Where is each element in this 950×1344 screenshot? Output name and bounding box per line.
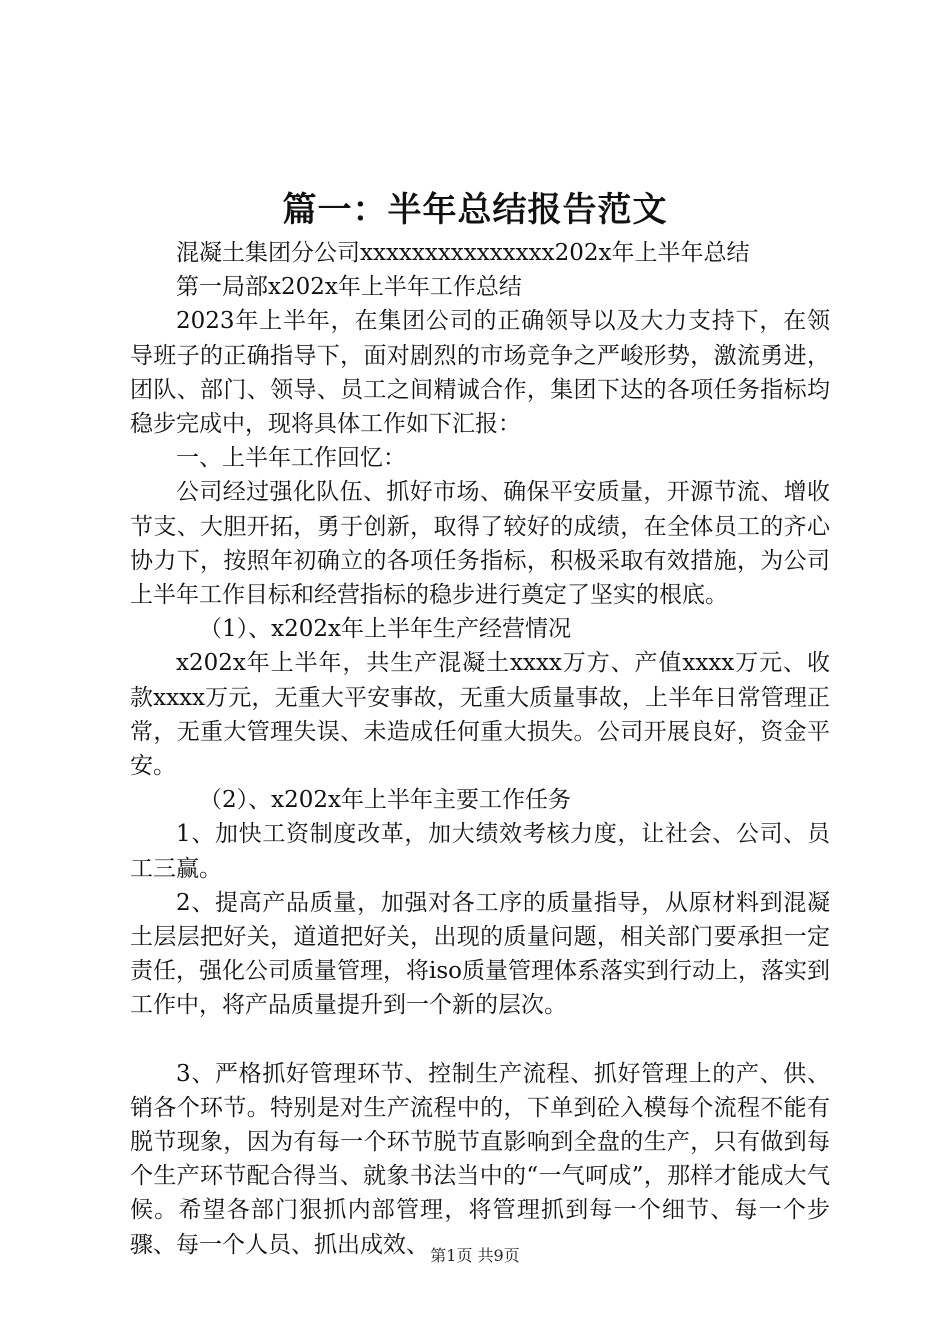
- subheading-main-tasks: （2）、x202x年上半年主要工作任务: [199, 787, 571, 814]
- document-title: 篇一：半年总结报告范文: [282, 190, 668, 230]
- paragraph-introduction: 2023年上半年，在集团公司的正确领导以及大力支持下，在领导班子的正确指导下，面对剧烈的市场竞争之严峻形势，激流勇进，团队、部门、领导、员工之间精诚合作，集团下达的各项任务指标均稳步完成中，现将具体工作如下汇报：: [130, 308, 830, 438]
- list-item-task-2: 2、提高产品质量，加强对各工序的质量指导，从原材料到混凝土层层把好关，道道把好关，出现的质量问题，相关部门要承担一定责任，强化公司质量管理，将iso质量管理体系落实到行动上，落实到工作中，将产品质量提升到一个新的层次。: [130, 889, 831, 1019]
- page-footer: 第1页 共9页: [430, 1246, 520, 1265]
- paragraph-production: x202x年上半年，共生产混凝土xxxx万方、产值xxxx万元、收款xxxx万元，无重大平安事故，无重大质量事故，上半年日常管理正常，无重大管理失误、未造成任何重大损失。公司开展良好，资金平安。: [130, 650, 830, 780]
- list-item-task-1: 1、加快工资制度改革，加大绩效考核力度，让社会、公司、员工三赢。: [130, 821, 830, 882]
- document-body: [130, 236, 830, 1262]
- section-heading-review: 一、上半年工作回忆：: [176, 445, 406, 472]
- paragraph-company-summary: 混凝土集团分公司xxxxxxxxxxxxxxx202x年上半年总结: [176, 240, 750, 266]
- list-item-task-3: 3、严格抓好管理环节、控制生产流程、抓好管理上的产、供、销各个环节。特别是对生产流程中的，下单到砼入模每个流程不能有脱节现象，因为有每一个环节脱节直影响到全盘的生产，只有做到每个生产环节配合得当、就象书法当中的“一气呵成”，那样才能成大气候。希望各部门狠抓内部管理，将管理抓到每一个细节、每一个步骤、每一个人员、抓出成效、: [130, 1060, 830, 1258]
- paragraph-review: 公司经过强化队伍、抓好市场、确保平安质量，开源节流、增收节支、大胆开拓，勇于创新，取得了较好的成绩，在全体员工的齐心协力下，按照年初确立的各项任务指标，积极采取有效措施，为公司上半年工作目标和经营指标的稳步进行奠定了坚实的根底。: [130, 479, 830, 609]
- paragraph-part-one-heading: 第一局部x202x年上半年工作总结: [176, 274, 522, 301]
- subheading-production: （1）、x202x年上半年生产经营情况: [199, 616, 571, 643]
